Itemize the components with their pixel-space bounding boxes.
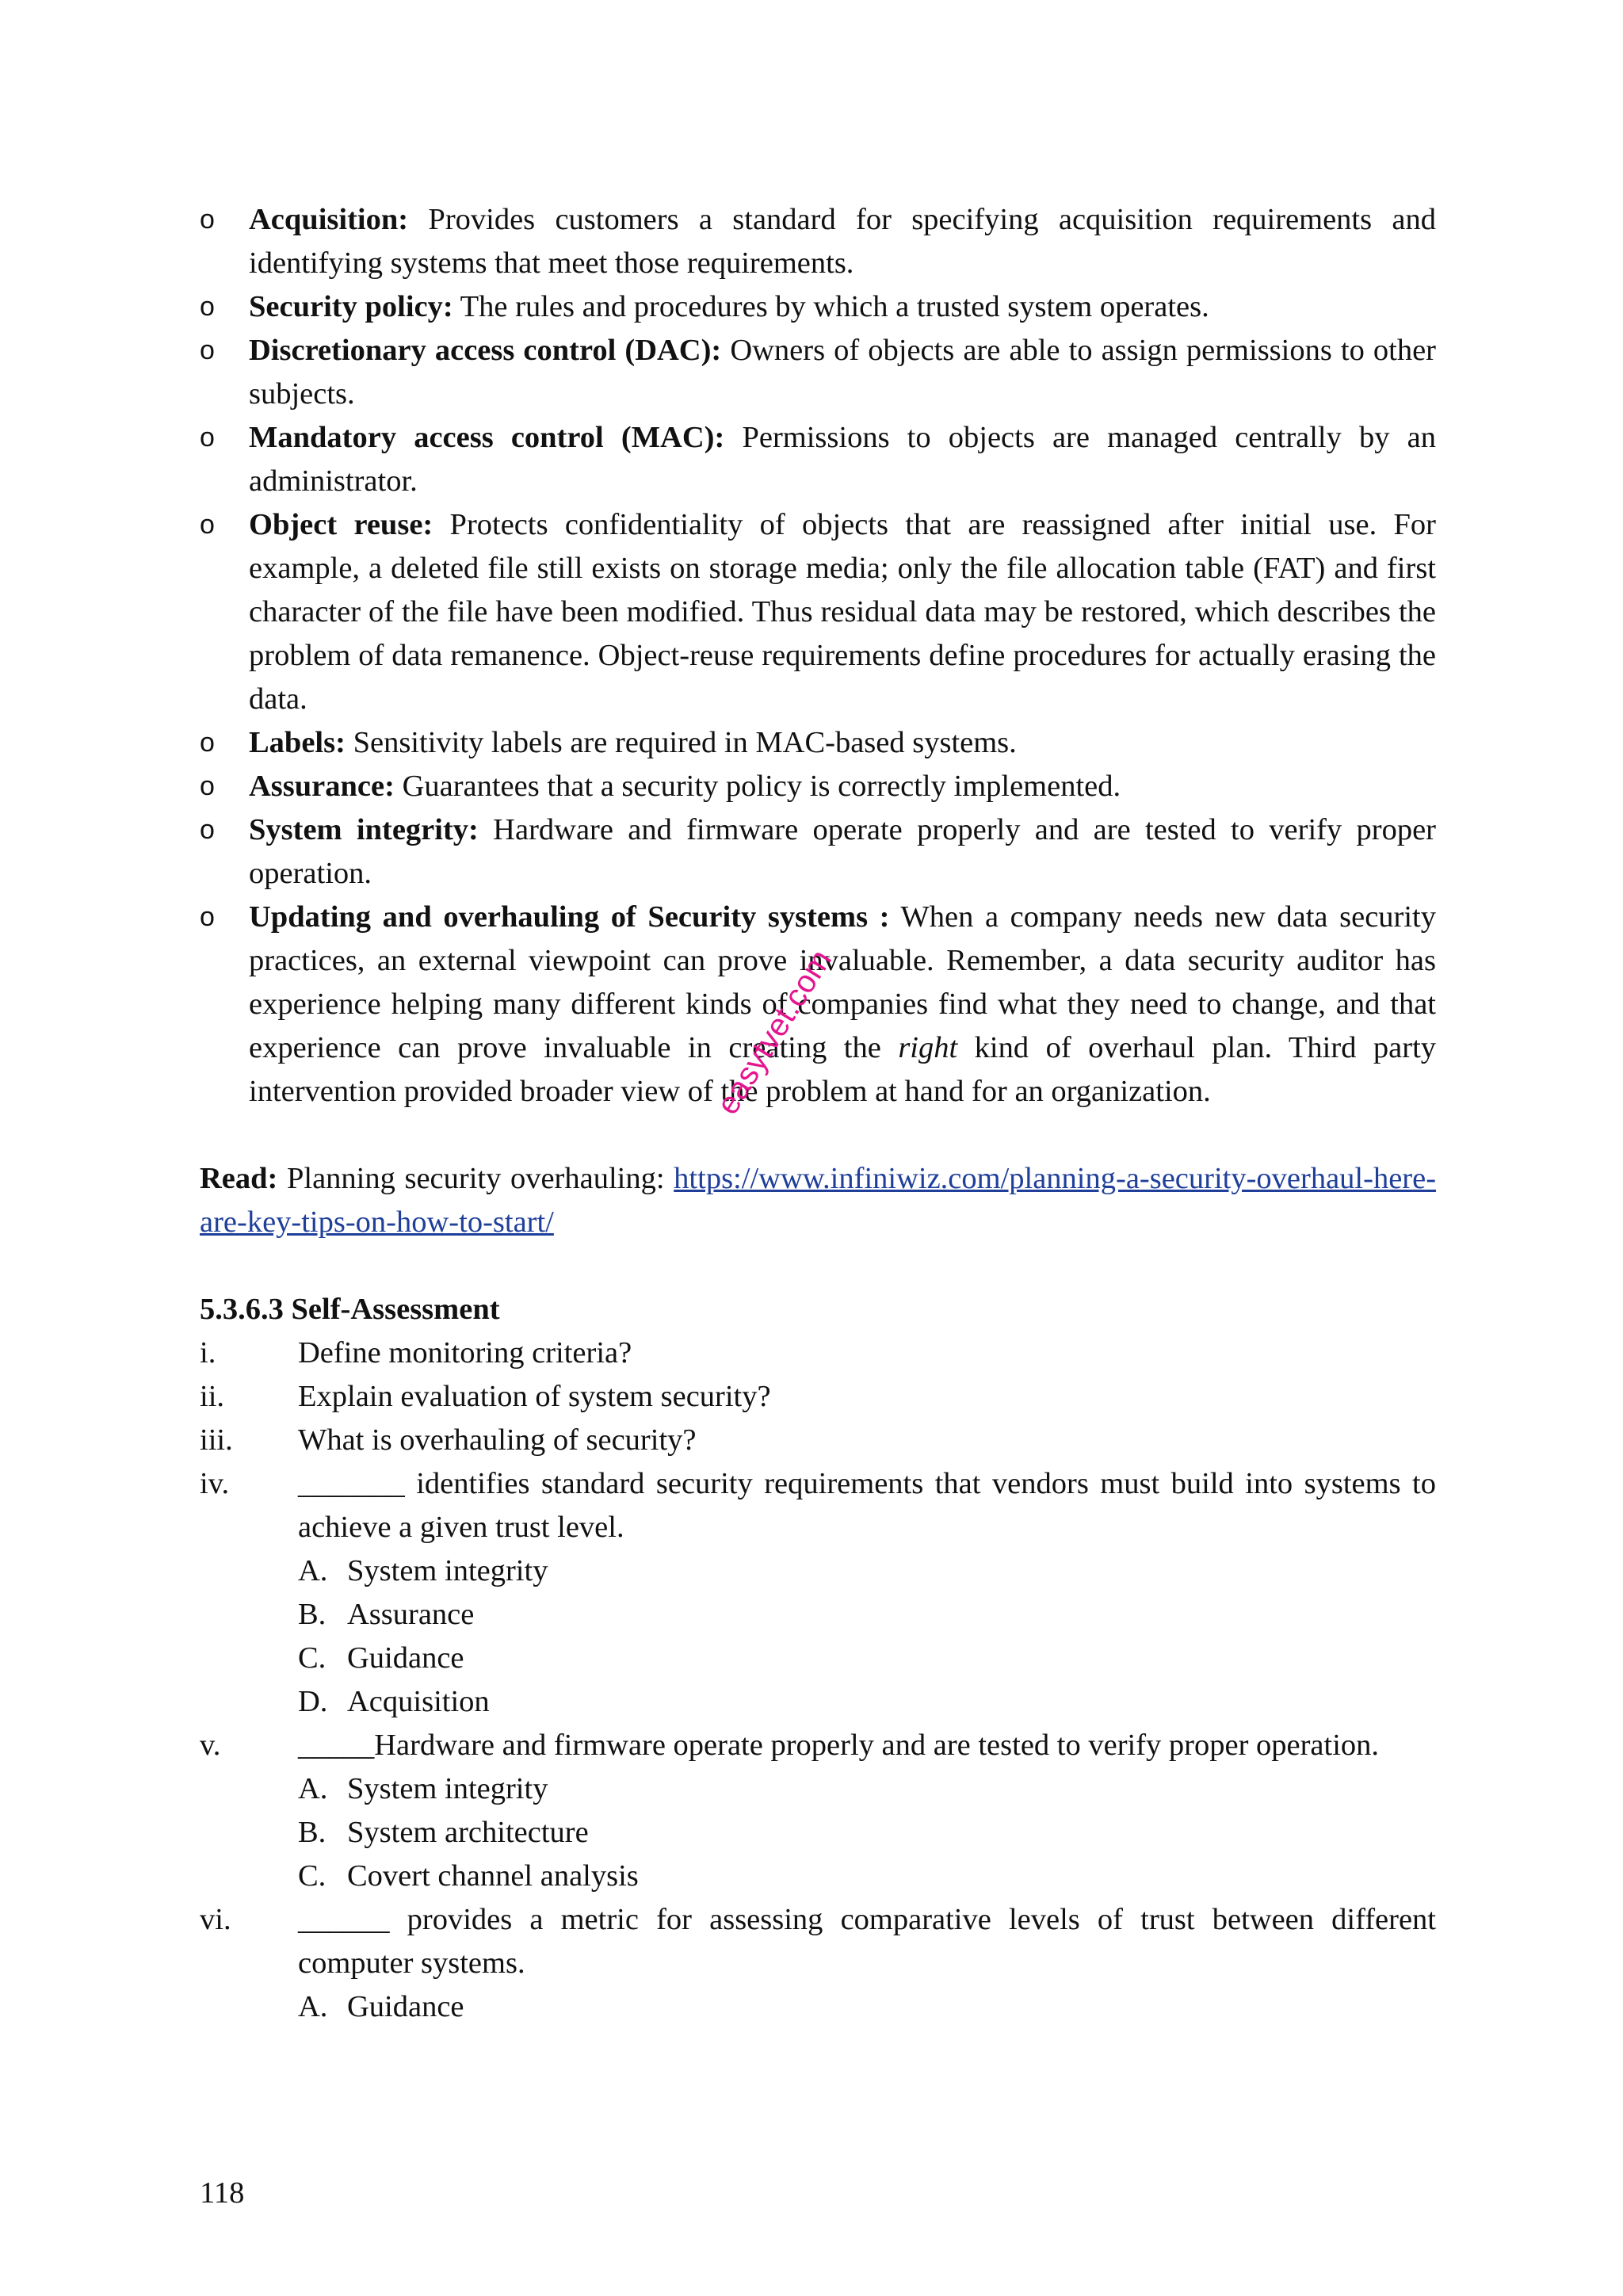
definition-bullet [200,416,1436,503]
question-item [200,1331,1436,1375]
question-text: Define monitoring criteria? [298,1336,632,1370]
bullet-marker: o [200,902,215,932]
option-text: Assurance [347,1598,475,1631]
definition-bullet [200,285,1436,329]
question-text: What is overhauling of security? [298,1423,697,1457]
answer-option [200,1680,1436,1724]
question-item [200,1375,1436,1419]
question-text: _____Hardware and firmware operate properly and are tested to verify proper operation. [298,1729,1380,1762]
definition-bullet [200,503,1436,721]
option-text: System integrity [347,1772,548,1805]
bullet-term: Acquisition: [249,203,409,236]
bullet-term: Discretionary access control (DAC): [249,334,722,367]
question-number: vi. [200,1903,231,1936]
page-number: 118 [200,2176,245,2210]
bullet-marker: o [200,292,215,322]
option-text: System architecture [347,1816,589,1849]
bullet-term: Mandatory access control (MAC): [249,421,725,454]
bullet-marker: o [200,204,215,235]
option-text: Guidance [347,1990,464,2023]
option-letter: D. [298,1685,328,1718]
bullet-text: Hardware and firmware operate properly and are tested to verify proper operation. [249,813,1436,890]
bullet-text: Protects confidentiality of objects that are reassigned after initial use. For example, a deleted file still exists on storage media; only the file allocation table (FAT) and first character of the file have been modified. Thus residual data may be restored, which describes the problem of data remanence. Object-reuse requirements define procedures for actually erasing the data. [249,508,1436,716]
question-item [200,1462,1436,1549]
read-label: Read: [200,1162,278,1195]
question-number: i. [200,1336,216,1370]
definition-bullet [200,329,1436,416]
bullet-term: Labels: [249,726,346,759]
option-letter: C. [298,1641,327,1675]
bullet-term: Assurance: [249,770,395,803]
answer-option [200,1811,1436,1855]
bullet-text: The rules and procedures by which a trusted system operates. [460,290,1209,323]
watermark: easytvet.com [709,943,839,1121]
bullet-italic-word: right [898,1031,958,1064]
bullet-marker: o [200,510,215,540]
answer-option [200,1767,1436,1811]
definition-bullet [200,765,1436,808]
definition-list [200,198,1436,896]
option-letter: C. [298,1859,327,1893]
question-text: _______ identifies standard security requirements that vendors must build into systems to achieve a given trust level. [298,1467,1436,1544]
option-letter: B. [298,1598,327,1631]
bullet-marker: o [200,771,215,801]
answer-option [200,1855,1436,1898]
overhaul-bullet [200,896,1436,1114]
option-letter: A. [298,1990,328,2023]
question-text: ______ provides a metric for assessing comparative levels of trust between different computer systems. [298,1903,1436,1980]
option-letter: A. [298,1554,328,1587]
question-number: iii. [200,1423,233,1457]
question-number: v. [200,1729,221,1762]
bullet-term: Security policy: [249,290,453,323]
read-reference [200,1157,1436,1244]
read-text: Planning security overhauling: [286,1162,665,1195]
read-link[interactable]: https://www.infiniwiz.com/planning-a-security-overhaul-here-are-key-tips-on-how-to-start/ [200,1162,1437,1239]
question-item [200,1724,1436,1767]
question-item [200,1419,1436,1462]
option-text: Acquisition [347,1685,490,1718]
bullet-text: Owners of objects are able to assign permissions to other subjects. [249,334,1436,411]
bullet-text: Sensitivity labels are required in MAC-based systems. [353,726,1017,759]
answer-option [200,1985,1436,2029]
bullet-text: Provides customers a standard for specifying acquisition requirements and identifying systems that meet those requirements. [249,203,1436,280]
option-text: Covert channel analysis [347,1859,639,1893]
bullet-term: Object reuse: [249,508,433,541]
document-body [200,198,1436,2029]
definition-bullet [200,721,1436,765]
bullet-marker: o [200,728,215,758]
question-text: Explain evaluation of system security? [298,1380,771,1413]
bullet-term: Updating and overhauling of Security systems : [249,900,890,934]
question-list [200,1331,1436,2029]
definition-bullet [200,198,1436,285]
question-number: iv. [200,1467,230,1500]
answer-option [200,1637,1436,1680]
option-letter: B. [298,1816,327,1849]
bullet-marker: o [200,815,215,845]
bullet-term: System integrity: [249,813,479,846]
question-item [200,1898,1436,1985]
option-text: System integrity [347,1554,548,1587]
option-letter: A. [298,1772,328,1805]
definition-bullet [200,808,1436,896]
bullet-text: Guarantees that a security policy is correctly implemented. [402,770,1121,803]
option-text: Guidance [347,1641,464,1675]
bullet-text: Permissions to objects are managed centrally by an administrator. [249,421,1436,498]
section-heading: 5.3.6.3 Self-Assessment [200,1293,500,1326]
question-number: ii. [200,1380,225,1413]
bullet-marker: o [200,422,215,453]
bullet-text-before: When a company needs new data security practices, an external viewpoint can prove invaluable. Remember, a data security auditor has experience helping many different kinds of companies find what they need to change, and that experience can prove invaluable in creating the [249,900,1436,1064]
answer-option [200,1549,1436,1593]
answer-option [200,1593,1436,1637]
bullet-marker: o [200,335,215,365]
bullet-text-after: kind of overhaul plan. Third party intervention provided broader view of the problem at hand for an organization. [249,1031,1437,1108]
